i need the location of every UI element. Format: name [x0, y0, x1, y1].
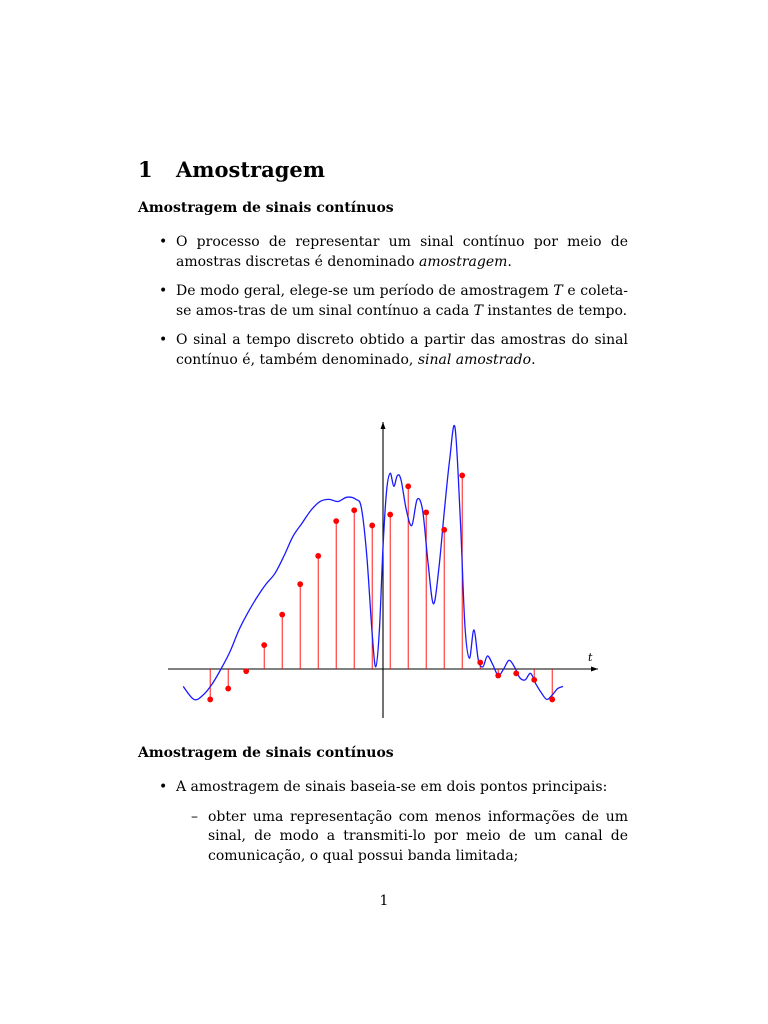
chart-axes: [168, 422, 598, 718]
math-variable-T: T: [473, 302, 483, 319]
sample-point: [387, 512, 393, 518]
sample-point: [549, 697, 555, 703]
bullet-tail: .: [507, 253, 512, 270]
sample-point: [513, 670, 519, 676]
sample-point: [279, 612, 285, 618]
sample-point: [207, 697, 213, 703]
bullet-text: e coleta-se amos-tras de um sinal contínuo a cada: [176, 283, 628, 319]
bullet-text: A amostragem de sinais baseia-se em dois pontos principais:: [176, 779, 608, 795]
bullet-list-2: [138, 778, 628, 866]
bullet-text: O sinal a tempo discreto obtido a partir das amostras do sinal contínuo é, também denominado,: [176, 332, 628, 368]
sample-point: [297, 581, 303, 587]
bullet-dot: •: [159, 779, 168, 795]
sub-bullet-text: obter uma representação com menos informações de um sinal, de modo a transmiti-lo por meio de um canal de comunicação, o qual possui banda limitada;: [208, 808, 628, 864]
continuous-signal-curve: [183, 425, 563, 699]
sample-point: [243, 668, 249, 674]
sample-point: [351, 507, 357, 513]
sample-point: [459, 473, 465, 479]
sub-bullet-list: [176, 808, 628, 867]
bullet-dot: •: [159, 283, 168, 299]
bullet-dot: •: [159, 332, 168, 348]
sample-point: [315, 553, 321, 559]
sub-bullet-dash: –: [191, 808, 198, 825]
sample-point: [477, 660, 483, 666]
continuous-signal: [183, 425, 563, 699]
bullet-dot: •: [159, 234, 168, 250]
y-axis-arrowhead: [381, 422, 386, 429]
sample-point: [369, 523, 375, 529]
bullet-emphasis: sinal amostrado: [417, 351, 532, 368]
section-number: 1: [138, 157, 153, 182]
x-axis-arrowhead: [591, 667, 598, 672]
bullet-emphasis: amostragem: [418, 253, 508, 270]
bullet-item: [138, 778, 628, 866]
subsection-heading-1: Amostragem de sinais contínuos: [138, 200, 394, 216]
subsection-heading-2: Amostragem de sinais contínuos: [138, 745, 394, 761]
sample-point: [423, 510, 429, 516]
bullet-text: De modo geral, elege-se um período de amostragem: [176, 283, 554, 299]
sub-bullet-item: [176, 808, 628, 867]
bullet-text: O processo de representar um sinal contínuo por meio de amostras discretas é denominado: [176, 234, 628, 270]
sample-point: [405, 483, 411, 489]
page-number: 1: [379, 893, 389, 909]
bullet-text: instantes de tempo.: [482, 302, 628, 319]
x-axis-label: t: [588, 651, 593, 664]
sample-point: [495, 673, 501, 679]
math-variable-T: T: [553, 283, 563, 299]
sample-point: [261, 642, 267, 648]
section-title-text: Amostragem: [176, 157, 325, 182]
sample-point: [225, 686, 231, 692]
sample-point: [333, 518, 339, 524]
bullet-tail: .: [531, 351, 536, 368]
sample-point: [441, 527, 447, 533]
sample-point: [531, 677, 537, 683]
